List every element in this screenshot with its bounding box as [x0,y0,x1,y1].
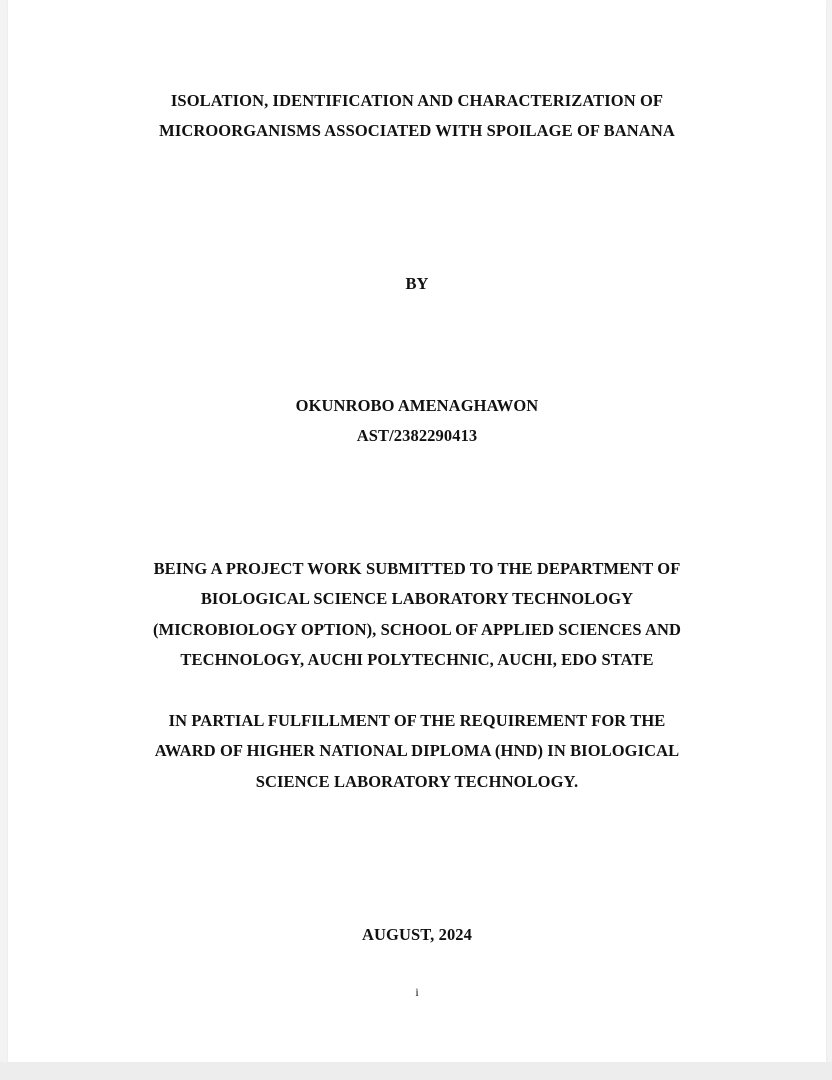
author-reg-no: AST/2382290413 [356,426,478,445]
by-label: BY [405,274,429,293]
submission-line-4: TECHNOLOGY, AUCHI POLYTECHNIC, AUCHI, EDO STATE [180,650,654,669]
fulfillment-line-1: IN PARTIAL FULFILLMENT OF THE REQUIREMENT FOR THE [168,711,666,730]
submission-line-3: (MICROBIOLOGY OPTION), SCHOOL OF APPLIED SCIENCES AND [152,620,682,639]
submission-line-2: BIOLOGICAL SCIENCE LABORATORY TECHNOLOGY [200,589,634,608]
title-line-2: MICROORGANISMS ASSOCIATED WITH SPOILAGE OF BANANA [159,121,675,140]
submission-line-1: BEING A PROJECT WORK SUBMITTED TO THE DEPARTMENT OF [153,559,681,578]
fulfillment-line-2: AWARD OF HIGHER NATIONAL DIPLOMA (HND) IN BIOLOGICAL [154,741,680,760]
page-number: i [415,985,419,999]
fulfillment-line-3: SCIENCE LABORATORY TECHNOLOGY. [255,772,579,791]
viewer-background-strip [0,1062,832,1080]
author-name: OKUNROBO AMENAGHAWON [295,396,539,415]
document-page [8,0,826,1062]
title-line-1: ISOLATION, IDENTIFICATION AND CHARACTERIZATION OF [170,91,664,110]
submission-date: AUGUST, 2024 [362,925,472,944]
